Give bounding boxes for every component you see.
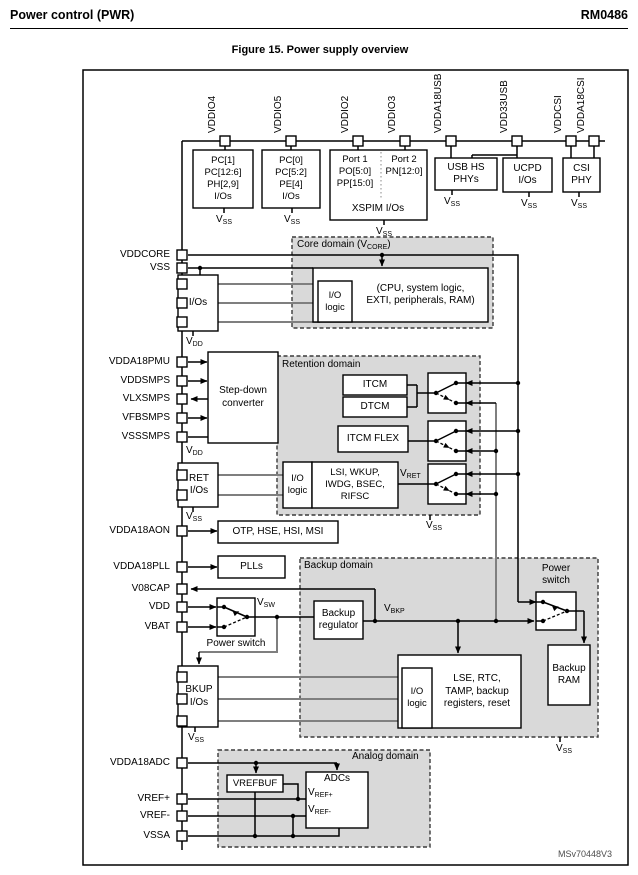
net-label-vbkp: $V_{BKP}$ xyxy=(384,603,405,615)
dtcm-label: DTCM xyxy=(360,400,390,412)
page-header-left: Power control (PWR) xyxy=(10,8,135,22)
net-label-vret: $V_{RET}$ xyxy=(400,468,421,480)
lse-rtc-label: LSE, RTC, TAMP, backup registers, reset xyxy=(443,673,511,710)
backup-regulator-label: Backup regulator xyxy=(318,607,359,631)
vss-label-ret-ios: $V_{SS}$ xyxy=(186,511,203,523)
pin-label-vref-plus: VREF+ xyxy=(137,793,170,804)
pc0-ios-label: PC[0] PC[5:2] PE[4] I/Os xyxy=(275,155,307,202)
net-label-vdd-upper: $V_{DD}$ xyxy=(186,336,203,348)
ret-ios-label: RET I/Os xyxy=(189,472,209,496)
net-label-vdd-lower: $V_{DD}$ xyxy=(186,445,203,457)
pin-label-vdda18usb: VDDA18USB xyxy=(433,73,444,133)
page-header-right: RM0486 xyxy=(580,8,628,22)
figure-reference-code: MSv70448V3 xyxy=(557,849,612,859)
net-label-vsw: $V_{SW}$ xyxy=(257,597,275,609)
cpu-label: (CPU, system logic, EXTI, peripherals, RAM) xyxy=(366,282,475,306)
vss-label-xspim: $V_{SS}$ xyxy=(375,226,393,238)
pin-label-vdda18aon: VDDA18AON xyxy=(109,525,170,536)
retention-domain-title: Retention domain xyxy=(282,359,361,370)
ios-label: I/Os xyxy=(188,296,208,308)
itcm-flex-label: ITCM FLEX xyxy=(346,432,400,444)
vss-label-usb: $V_{SS}$ xyxy=(443,196,461,208)
figure-title: Figure 15. Power supply overview xyxy=(231,44,409,56)
pin-label-vssa: VSSA xyxy=(143,830,170,841)
vss-label-bkup-ios: $V_{SS}$ xyxy=(188,732,205,744)
otp-hse-label: OTP, HSE, HSI, MSI xyxy=(232,525,324,537)
vss-label-csi: $V_{SS}$ xyxy=(570,198,588,210)
pin-label-vddio2: VDDIO2 xyxy=(340,95,351,133)
plls-label: PLLs xyxy=(240,560,263,572)
xspim-port1-label: Port 1 PO[5:0] PP[15:0] xyxy=(336,154,374,189)
vrefbuf-label: VREFBUF xyxy=(232,777,278,789)
stepdown-converter-label: Step-down converter xyxy=(219,385,267,409)
pin-label-vsssmps: VSSSMPS xyxy=(121,431,170,442)
xspim-port2-label: Port 2 PN[12:0] xyxy=(385,154,423,177)
core-io-logic-label: I/O logic xyxy=(325,289,345,313)
pin-label-vddio3: VDDIO3 xyxy=(387,95,398,133)
lsi-wkup-label: LSI, WKUP, IWDG, BSEC, RIFSC xyxy=(325,467,385,502)
xspim-footer-label: XSPIM I/Os xyxy=(351,203,405,214)
core-domain-title: Core domain $(V_{CORE})$ xyxy=(297,239,391,251)
pin-label-vdda18csi: VDDA18CSI xyxy=(576,77,587,133)
vss-label-pc1: $V_{SS}$ xyxy=(215,214,233,226)
adcs-vrefp-port-label: $V_{REF+}$ xyxy=(308,787,333,799)
pin-label-vbat: VBAT xyxy=(144,621,170,632)
pin-label-vddio5: VDDIO5 xyxy=(273,95,284,133)
itcm-label: ITCM xyxy=(362,378,388,390)
pc1-ios-label: PC[1] PC[12:6] PH[2,9] I/Os xyxy=(204,155,242,202)
pin-label-vdda18adc: VDDA18ADC xyxy=(109,757,170,768)
adcs-vrefm-port-label: $V_{REF-}$ xyxy=(308,804,332,816)
pin-label-vddcsi: VDDCSI xyxy=(553,95,564,133)
vss-label-backup: $V_{SS}$ xyxy=(555,743,573,755)
pin-label-vfbsmps: VFBSMPS xyxy=(122,412,170,423)
vss-label-ucpd: $V_{SS}$ xyxy=(520,198,538,210)
pin-label-vdd: VDD xyxy=(148,601,170,612)
backup-power-switch-label: Power switch xyxy=(541,562,571,586)
pin-label-vddio4: VDDIO4 xyxy=(207,95,218,133)
adcs-label: ADCs xyxy=(323,773,351,784)
pin-label-vddsmps: VDDSMPS xyxy=(120,375,170,386)
backup-io-logic-label: I/O logic xyxy=(407,686,427,709)
usb-phys-label: USB HS PHYs xyxy=(447,161,485,185)
bkup-ios-label: BKUP I/Os xyxy=(185,684,213,708)
vss-label-pc0: $V_{SS}$ xyxy=(283,214,301,226)
retention-io-logic-label: I/O logic xyxy=(287,473,308,496)
pin-label-vlxsmps: VLXSMPS xyxy=(122,393,170,404)
pin-label-vdda18pmu: VDDA18PMU xyxy=(108,356,170,367)
pin-label-vdda18pll: VDDA18PLL xyxy=(113,561,170,572)
backup-domain-title: Backup domain xyxy=(304,560,373,571)
pin-label-vref-minus: VREF- xyxy=(140,810,170,821)
csi-phy-label: CSI PHY xyxy=(571,162,592,186)
power-switch-label: Power switch xyxy=(206,638,266,649)
backup-ram-label: Backup RAM xyxy=(552,662,586,686)
pin-label-v08cap: V08CAP xyxy=(131,583,170,594)
analog-domain-title: Analog domain xyxy=(352,751,419,762)
pin-label-vdd33usb: VDD33USB xyxy=(499,80,510,133)
ucpd-ios-label: UCPD I/Os xyxy=(513,162,542,186)
vss-label-retention: $V_{SS}$ xyxy=(425,520,443,532)
pin-label-vss: VSS xyxy=(149,262,170,273)
pin-label-vddcore: VDDCORE xyxy=(119,249,170,260)
